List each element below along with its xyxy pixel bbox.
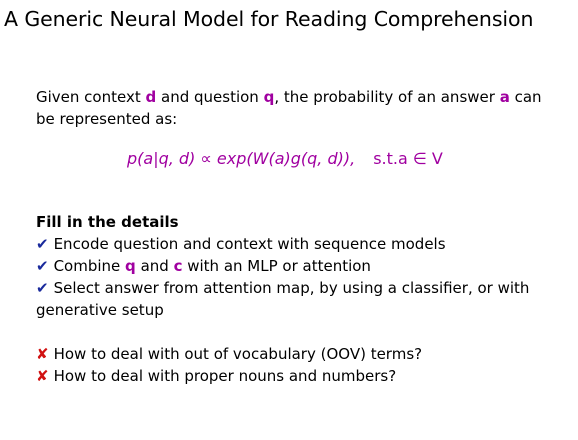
answer-variable: a — [499, 88, 510, 106]
open-issue-item — [36, 365, 556, 387]
checkmark-icon: ✔ — [36, 257, 49, 275]
item-text: Encode question and context with sequence models — [53, 235, 446, 253]
formula-constraint: s.t.a ∈ V — [373, 149, 443, 168]
checked-item — [36, 233, 556, 255]
item-text: Select answer from attention map, by using a classifier, or with generative setup — [36, 279, 530, 319]
intro-text: , the probability of an answer — [274, 88, 500, 106]
slide-title: A Generic Neural Model for Reading Comprehension — [4, 7, 534, 31]
item-text: with an MLP or attention — [182, 257, 371, 275]
item-text: Combine — [53, 257, 126, 275]
item-text: How to deal with proper nouns and numbers? — [53, 367, 397, 385]
checkmark-icon: ✔ — [36, 235, 49, 253]
item-text: and — [135, 257, 174, 275]
context-variable: c — [173, 257, 183, 275]
intro-text: can be represented as: — [36, 88, 542, 128]
open-issue-item — [36, 343, 556, 365]
checked-item — [36, 277, 556, 321]
probability-formula — [127, 149, 443, 168]
question-variable: q — [263, 88, 275, 106]
intro-text: and question — [156, 88, 264, 106]
details-heading: Fill in the details — [36, 213, 179, 231]
cross-icon: ✘ — [36, 345, 49, 363]
intro-paragraph — [36, 86, 556, 130]
details-section — [36, 211, 556, 387]
checked-item — [36, 255, 556, 277]
context-variable: d — [145, 88, 157, 106]
intro-text: Given context — [36, 88, 146, 106]
question-variable: q — [125, 257, 136, 275]
checkmark-icon: ✔ — [36, 279, 49, 297]
cross-icon: ✘ — [36, 367, 49, 385]
formula-expression: p(a|q, d) ∝ exp(W(a)g(q, d)), — [127, 149, 356, 168]
item-text: How to deal with out of vocabulary (OOV) terms? — [53, 345, 423, 363]
